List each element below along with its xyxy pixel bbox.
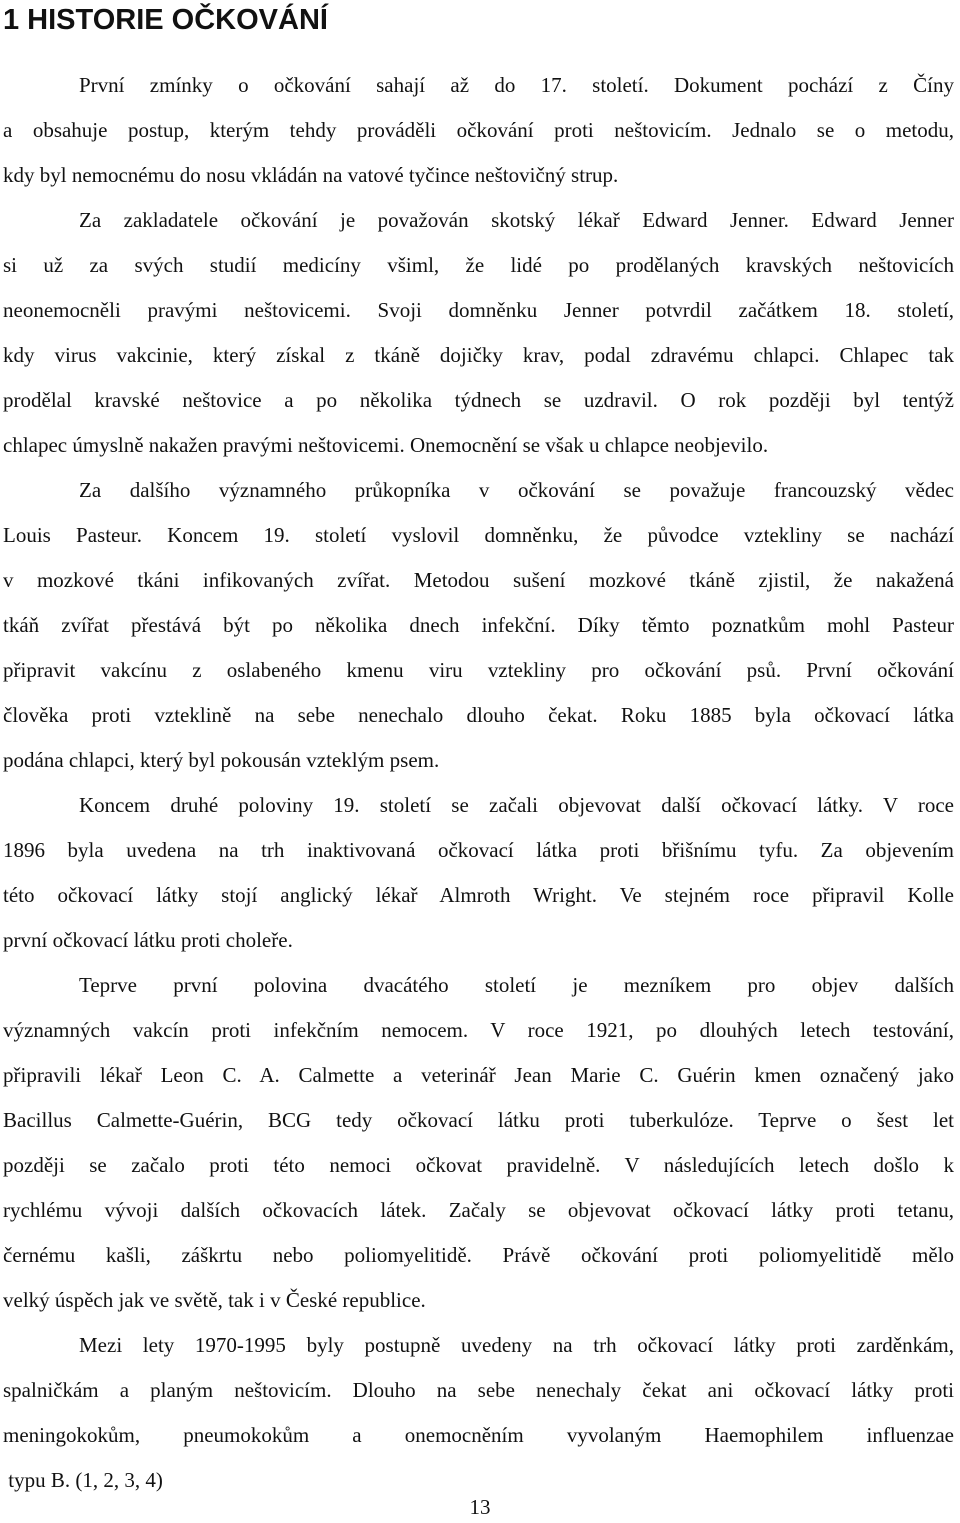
- paragraph-5-line-1: Teprve první polovina dvacátého století je mezníkem pro objev dalších: [79, 973, 954, 997]
- page-number: 13: [469, 1495, 491, 1519]
- paragraph-6-line-2: spalničkám a planým neštovicím. Dlouho na sebe nenechaly čekat ani očkovací látky proti: [3, 1378, 954, 1402]
- paragraph-3-line-7: podána chlapci, který byl pokousán vzteklým psem.: [3, 748, 440, 772]
- paragraph-2-line-2: si už za svých studií medicíny všiml, že lidé po prodělaných kravských neštovicích: [3, 253, 954, 277]
- paragraph-5-line-6: rychlému vývoji dalších očkovacích látek. Začaly se objevovat očkovací látky proti tetanu,: [3, 1198, 954, 1222]
- paragraph-1-line-1: První zmínky o očkování sahají až do 17. století. Dokument pochází z Číny: [79, 73, 954, 97]
- paragraph-5-line-3: připravili lékař Leon C. A. Calmette a veterinář Jean Marie C. Guérin kmen označený jako: [3, 1063, 954, 1087]
- paragraph-3-line-3: v mozkové tkáni infikovaných zvířat. Metodou sušení mozkové tkáně zjistil, že nakažená: [3, 568, 954, 592]
- chapter-heading: 1 HISTORIE OČKOVÁNÍ: [3, 4, 328, 36]
- paragraph-3-line-2: Louis Pasteur. Koncem 19. století vyslovil domněnku, že původce vztekliny se nachází: [3, 523, 954, 547]
- paragraph-3-line-1: Za dalšího významného průkopníka v očkování se považuje francouzský vědec: [79, 478, 954, 502]
- paragraph-2-line-5: prodělal kravské neštovice a po několika týdnech se uzdravil. O rok později byl tentýž: [3, 388, 954, 412]
- paragraph-5-line-2: významných vakcín proti infekčním nemocem. V roce 1921, po dlouhých letech testování,: [3, 1018, 954, 1042]
- paragraph-3-line-5: připravit vakcínu z oslabeného kmenu viru vztekliny pro očkování psů. První očkování: [3, 658, 954, 682]
- paragraph-5-line-4: Bacillus Calmette-Guérin, BCG tedy očkovací látku proti tuberkulóze. Teprve o šest let: [3, 1108, 954, 1132]
- paragraph-6-line-4: typu B. (1, 2, 3, 4): [3, 1468, 163, 1492]
- paragraph-4-line-3: této očkovací látky stojí anglický lékař Almroth Wright. Ve stejném roce připravil Kolle: [3, 883, 954, 907]
- paragraph-2-line-1: Za zakladatele očkování je považován skotský lékař Edward Jenner. Edward Jenner: [79, 208, 954, 232]
- paragraph-2-line-4: kdy virus vakcinie, který získal z tkáně dojičky krav, podal zdravému chlapci. Chlapec tak: [3, 343, 954, 367]
- paragraph-2-line-6: chlapec úmyslně nakažen pravými neštovicemi. Onemocnění se však u chlapce neobjevilo.: [3, 433, 769, 457]
- paragraph-6-line-3: meningokokům, pneumokokům a onemocněním vyvolaným Haemophilem influenzae: [3, 1423, 954, 1447]
- paragraph-4-line-2: 1896 byla uvedena na trh inaktivovaná očkovací látka proti břišnímu tyfu. Za objevením: [3, 838, 954, 862]
- paragraph-6-line-1: Mezi lety 1970-1995 byly postupně uvedeny na trh očkovací látky proti zarděnkám,: [79, 1333, 954, 1357]
- paragraph-5-line-8: velký úspěch jak ve světě, tak i v České republice.: [3, 1288, 426, 1312]
- paragraph-3-line-6: člověka proti vzteklině na sebe nenechalo dlouho čekat. Roku 1885 byla očkovací látka: [3, 703, 954, 727]
- paragraph-4-line-4: první očkovací látku proti choleře.: [3, 928, 293, 952]
- paragraph-5-line-5: později se začalo proti této nemoci očkovat pravidelně. V následujících letech došlo k: [3, 1153, 954, 1177]
- paragraph-1-line-3: kdy byl nemocnému do nosu vkládán na vatové tyčince neštovičný strup.: [3, 163, 619, 187]
- paragraph-2-line-3: neonemocněli pravými neštovicemi. Svoji domněnku Jenner potvrdil začátkem 18. století,: [3, 298, 954, 322]
- paragraph-5-line-7: černému kašli, záškrtu nebo poliomyelitidě. Právě očkování proti poliomyelitidě mělo: [3, 1243, 954, 1267]
- paragraph-4-line-1: Koncem druhé poloviny 19. století se začali objevovat další očkovací látky. V roce: [79, 793, 954, 817]
- paragraph-1-line-2: a obsahuje postup, kterým tehdy prováděli očkování proti neštovicím. Jednalo se o metodu,: [3, 118, 954, 142]
- paragraph-3-line-4: tkáň zvířat přestává být po několika dnech infekční. Díky těmto poznatkům mohl Pasteur: [3, 613, 954, 637]
